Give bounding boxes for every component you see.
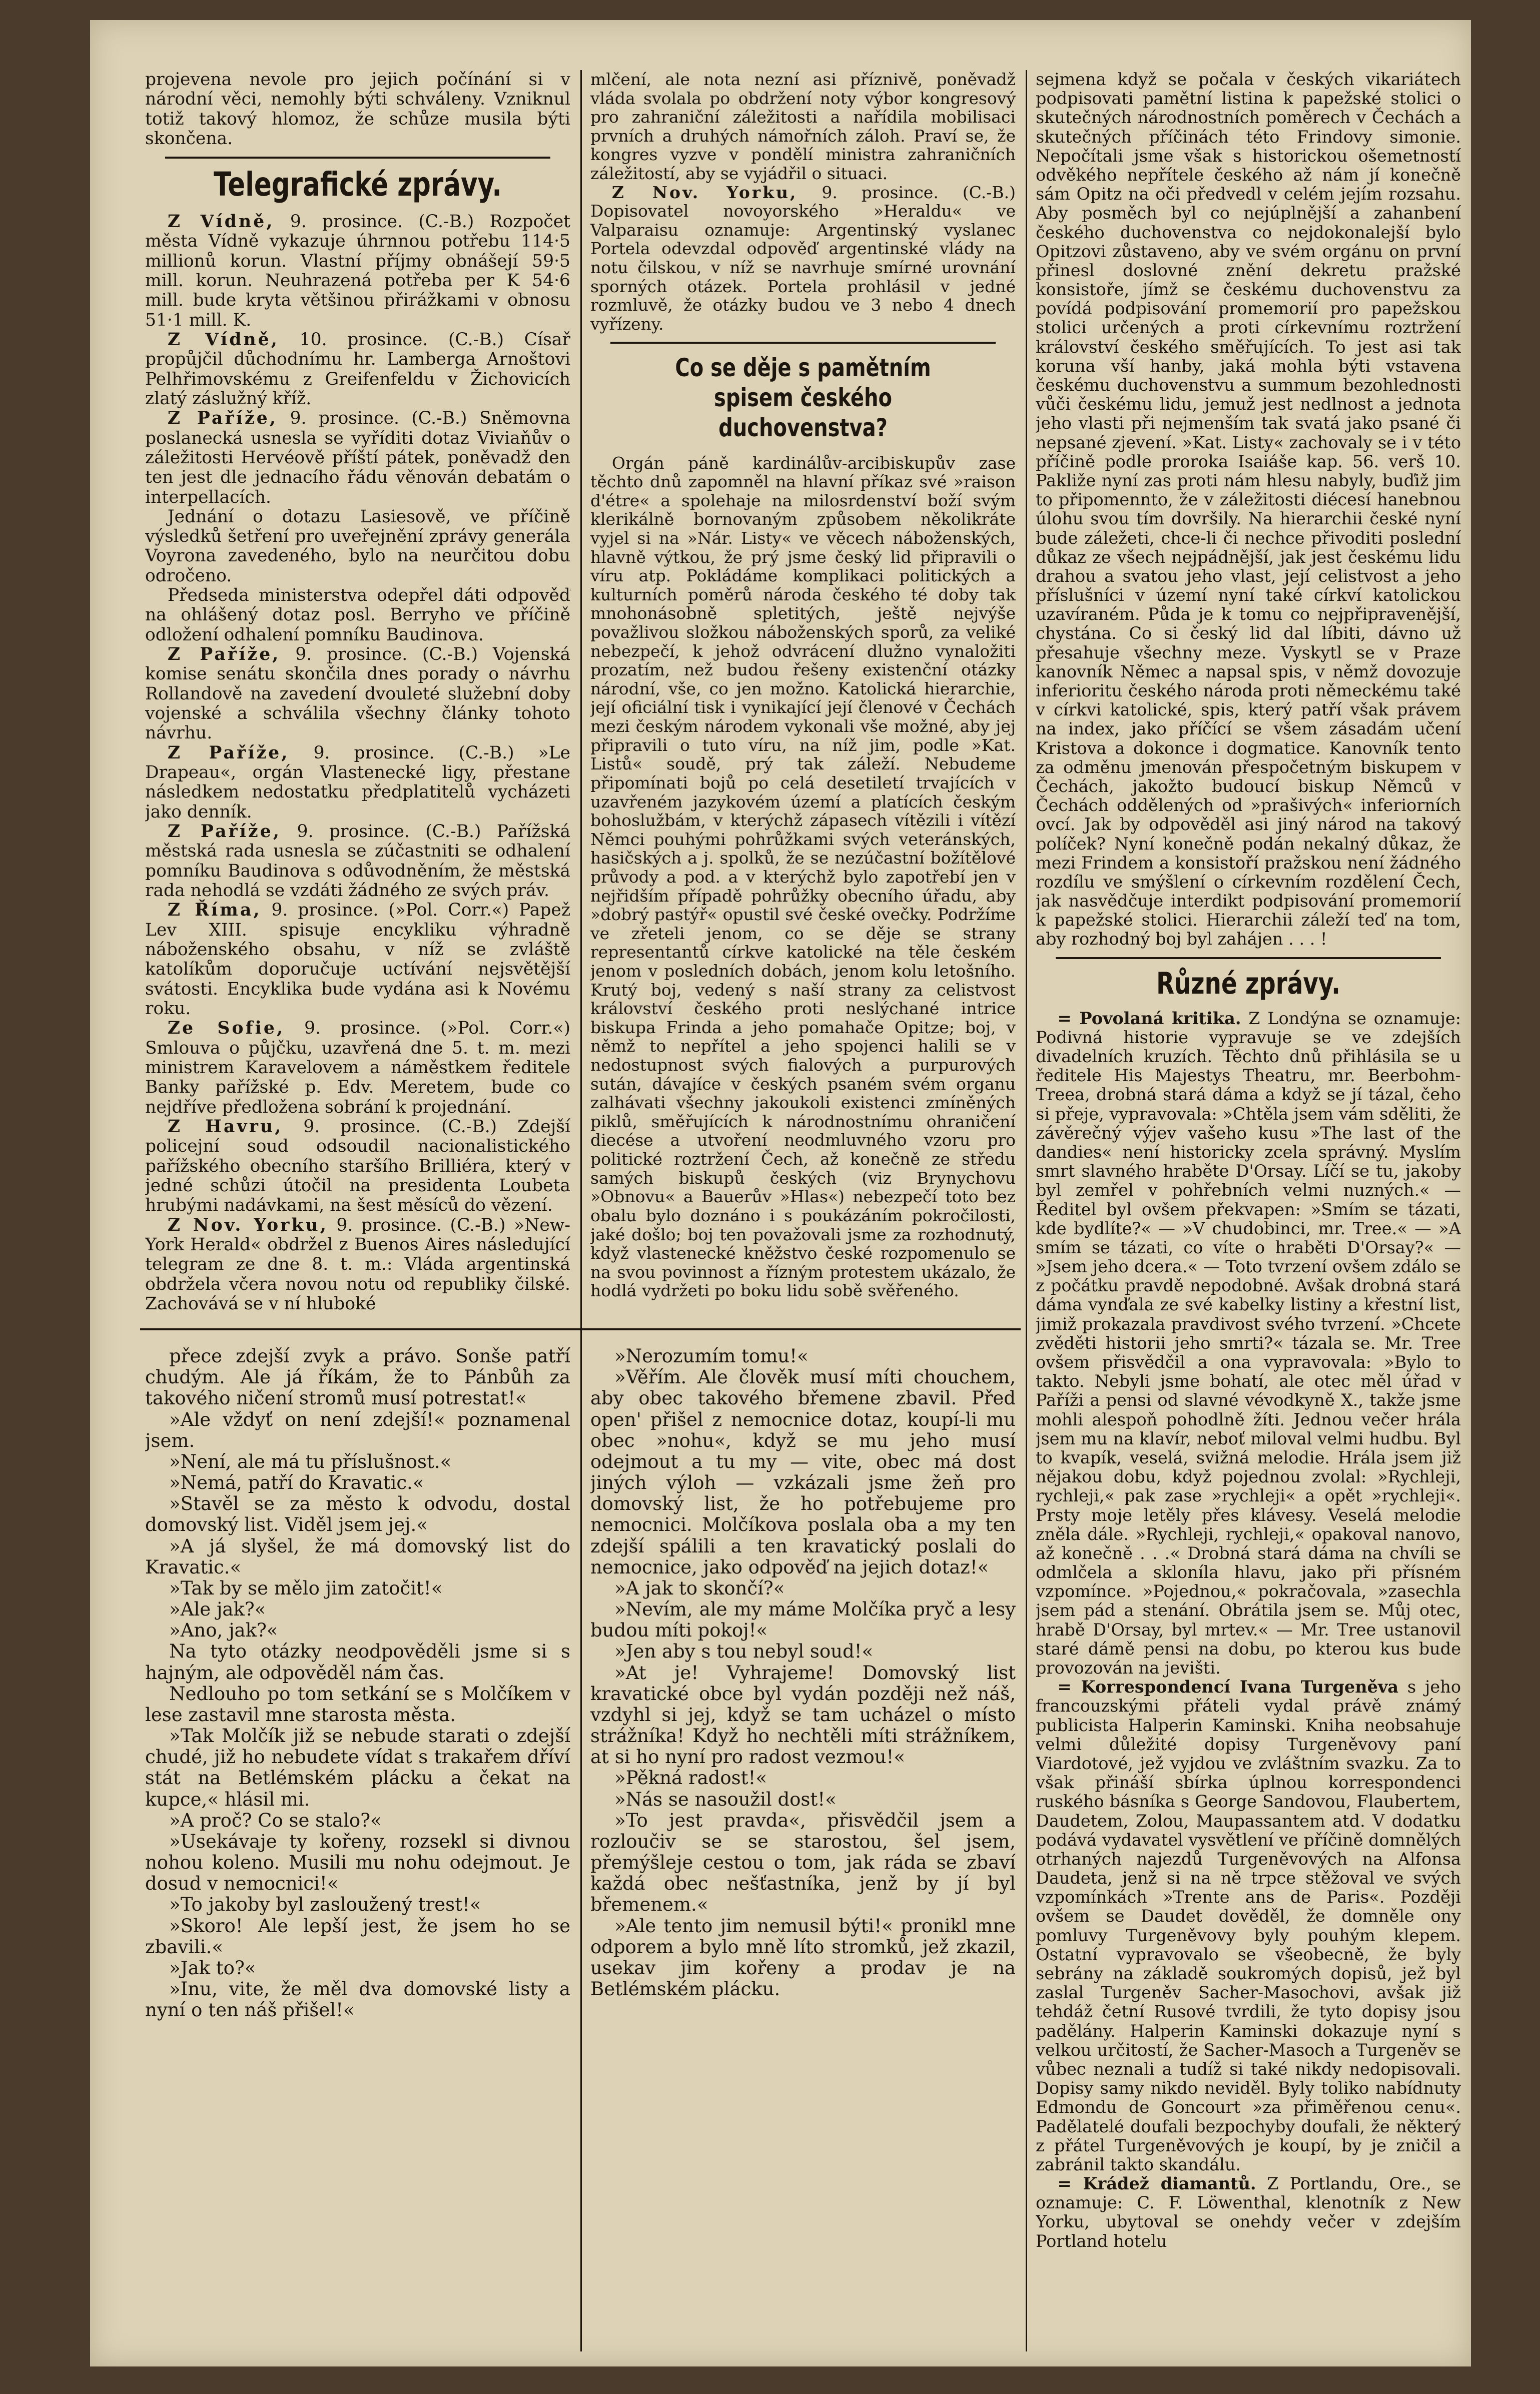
- column-rule: [1026, 70, 1027, 2351]
- column-intro: projevena nevole pro jejich počínání si v národní věci, nemohly býti schváleny. Vzniknul totiž takový hlomoz, že schůze musila býti skončena.: [145, 70, 570, 149]
- feuilleton-paragraph: »Není, ale má tu příslušnost.«: [169, 1450, 452, 1472]
- telegram-text: 9. prosince. (»Pol. Corr.«) Papež Lev XIII. spisuje encykliku výhradně náboženského obsahu, v níž se zvláště katolíkům doporučuje uctívání nejsvětější svátosti. Encyklika bude vydána asi k Novému roku.: [145, 900, 570, 1019]
- telegram-text: 9. prosince. (C.-B.) Zdejší policejní soud odsoudil nacionalistického pařížského obecního staršího Brilliéra, který v jedné schůzi útočil na presidenta Loubeta hrubými nadávkami, na šest měsíců do vězení.: [145, 1117, 570, 1216]
- feuilleton-paragraph: přece zdejší zvyk a právo. Sonše patří chudým. Ale já říkám, že to Pánbůh za takového ničení stromů musí potrestat!«: [145, 1346, 570, 1409]
- telegram-place: Z Paříže,: [167, 644, 281, 665]
- news-title: = Korrespondencí Ivana Turgeněva: [1057, 1677, 1399, 1697]
- telegram-item: [145, 330, 570, 409]
- feuilleton-paragraph: »Tak Molčík již se nebude starati o zdejší chudé, již ho nebudete vídat s trakařem dříví stát na Betlémském plácku a čekat na kupce,« hlásil mi.: [145, 1725, 570, 1810]
- divider: [165, 157, 550, 159]
- telegram-text: 9. prosince. (C.-B.) »New-York Herald« obdržel z Buenos Aires následující telegram ze dne 8. t. m.: Vláda argentinská obdržela včera novou notu od republiky čilské. Zachovává se v ní hluboké: [145, 1215, 570, 1314]
- feuilleton-paragraph: Nedlouho po tom setkání se s Molčíkem v lese zastavil mne starosta města.: [145, 1683, 570, 1726]
- feuilleton-paragraph: »To jest pravda«, přisvědčil jsem a rozloučiv se se starostou, šel jsem, přemýšleje cestou o tom, jak ráda se zbaví každá obec nešťastníka, jenž by jí byl břemenem.«: [590, 1809, 1016, 1916]
- telegram-text: 10. prosince. (C.-B.) Císař propůjčil důchodnímu hr. Lamberga Arnoštovi Pelhřimovskému z Greifenfeldu v Žichovicích zlatý záslužný kříž.: [145, 329, 570, 409]
- telegram-place: Z Říma,: [167, 900, 262, 921]
- telegram-continuation: mlčení, ale nota nezní asi příznivě, poněvadž vláda svolala po obdržení noty výbor kongresový pro zahraniční záležitosti a nařídila mobilisaci prvních a druhých námořních záloh. Praví se, že kongres vyzve v pondělí ministra zahraničních záležitostí, aby se vyjádřil o situaci.: [590, 70, 1016, 184]
- news-item: [1036, 1678, 1461, 2174]
- feuilleton-paragraph: »Věřím. Ale člověk musí míti chouchem, aby obec takového břemene zbavil. Před open' přišel z nemocnice dotaz, koupí-li mu obec »nohu«, když se mu jeho musí odejmout a tu my — vite, obec má dost jiných výloh — vzkázali jsme žeň pro domovský list, že ho potřebujeme pro nemocnici. Molčíkova poslala oba a my ten zdejší spálili a ten kravatický poslali do nemocnice, jako odpověď na jejich dotaz!«: [590, 1366, 1016, 1578]
- news-text: Z Londýna se oznamuje: Podivná historie vypravuje se ve zdejších divadelních kruzích. Těchto dnů přihlásila se u ředitele His Majestys Theatru, mr. Beerbohm-Treea, drobná stará dáma a když se jí tázal, čeho si přeje, vypravovala: »Chtěla jsem vám sděliti, že závěrečný výjev vašeho kusu »The last of the dandies« není historicky zcela správný. Myslím smrt slavného hraběte D'Orsay. Líčí se tu, jakoby byl zemřel v pohřebních velmi nuzných.« — Ředitel byl ovšem překvapen: »Smím se tázati, kde bydlíte?« — »V chudobinci, mr. Tree.« — »A smím se tázati, co víte o hraběti D'Orsay?« — »Jsem jeho dcera.« — Toto tvrzení ovšem zdálo se z počátku pravdě nepodobné. Avšak drobná stará dáma vynďala ze své kabelky listiny a křestní list, jimiž prokazala pravdivost svého tvrzení. »Chcete zvěděti historii jeho smrti?« tázala se. Mr. Tree ovšem přisvědčil a ona vypravovala: »Bylo to takto. Nebyli jsme bohatí, ale otec měl úřad v Paříži a pensi od slavné vévodkyně X., takže jsme mohli alespoň pohodlně žíti. Jednou večer hrála jsem mu na klavír, neboť miloval velmi hudbu. Byl to kvapík, veselá, svižná melodie. Hrála jsem již nějakou dobu, když pojednou zvolal: »Rychleji, rychleji,« pak zase »rychleji« a opět »rychleji«. Prsty moje letěly přes klávesy. Veselá melodie zněla dále. »Rychleji, rychleji,« opakoval nanovo, až konečně . . .« Drobná stará dáma na chvíli se odmlčela a skloníla hlavu, jako při přísném vzpomínce. »Pojednou,« pokračovala, »zasechla jsem pád a stenání. Obrátila jsem se. Můj otec, hrabě D'Orsay, byl mrtev.« — Mr. Tree ustanovil staré dámě pensi na dobu, po kterou kus bude provozován na jevišti.: [1036, 1008, 1461, 1678]
- column-right: [1036, 70, 1461, 2351]
- telegram-text: 9. prosince. (»Pol. Corr.«) Smlouva o půjčku, uzavřená dne 5. t. m. mezi ministrem Karavelovem a náměstkem ředitele Banky pařížské p. Edv. Meretem, bude co nejdříve předložena sobrání k projednání.: [145, 1018, 570, 1117]
- feuilleton-paragraph: »A proč? Co se stalo?«: [169, 1809, 382, 1831]
- article-body: Orgán páně kardinálův-arcibiskupův zase těchto dnů zapomněl na hlavní příkaz své »raison d'étre« a spolehaje na milosrdenství boží svým klerikálně bornovaným způsobem několikráte vyjel si na »Nár. Listy« ve věcech náboženských, hlavně výtkou, že prý jsme český lid připravili o víru atp. Pokládáme komplikaci politických a kulturních poměrů národa českého té doby tak mnohonásobně spletitých, ještě nejvýše považlivou složkou náboženských sporů, za veliké nebezpečí, k jehož odvrácení dlužno vynaložiti prozatím, než budou řešeny existenční otázky národní, vše, co jen možno. Katolická hierarchie, její oficiální tisk i vynikající její členové v Čechách mezi českým národem vykonali vše možné, aby jej připravili o tuto víru, na níž jim, podle »Kat. Listů« soudě, prý tak záleží. Nebudeme připomínati bojů po celá desetiletí trvajících v uzavřeném jazykovém území a platících českým bohoslužbám, v kterýchž zápasech vítězili i vítězí Němci pouhými pohrůžkami svých veteránských, hasičských a j. spolků, že se nezúčastní božítělové průvody a pod. a v kterýchž bylo zapotřebí jen v nejřidším případě pohrůžky obecního úřadu, aby »dobrý pastýř« opustil své české ovečky. Podržíme ve zřeteli jenom, co se děje se strany representantů církve katolické na těle českém jenom v posledních dobách, jenom kolu letošního. Krutý boj, vedený s naší strany za celistvost království českého proti neslýchané intrice biskupa Frinda a jeho pomahače Opitze; boj, v němž to nepřítel a jeho spojenci halili se v nedostupnost svých fialových a purpurových sután, dávajíce v českých psaném svém organu zalhávati všechny jakoukoli existenci zmíněných piklů, směřujících k národnostnímu ohraničení diecése a utvoření neodmluvného vzoru pro politické roztržení Čech, až konečně ze středu samých biskupů českých (viz Brynychovu »Obnovu« a Bauerův »Hlas«) nebezpečí toto bez obalu bylo doznáno i s poukázáním pokročilosti, jaké došlo; boj ten považovali jsme za rozhodnutý, když vlastenecké kněžstvo české rozpomenulo se na svou povinnost a řízným protestem ukázalo, že hodlá vydržeti po boku lidu sobě svěřeného.: [590, 453, 1016, 1301]
- feuilleton-paragraph: »Tak by se mělo jim zatočit!«: [169, 1577, 443, 1599]
- news-title: = Krádež diamantů.: [1057, 2174, 1256, 2194]
- feuilleton-paragraph: »Ano, jak?«: [169, 1620, 278, 1642]
- telegram-item: [145, 1019, 570, 1117]
- telegram-text: 9. prosince. (C.-B.) Sněmovna poslanecká usnesla se vyříditi dotaz Viviaňův o záležitosti Hervéově příští pátek, poněvadž den ten jest dle jednacího řádu věnován debatám o interpellacích.: [145, 408, 570, 507]
- telegram-place: Z Paříže,: [167, 742, 290, 763]
- feuilleton-paragraph: »Usekávaje ty kořeny, rozsekl si divnou nohou koleno. Musili mu nohu odejmout. Je dosud v nemocnici!«: [145, 1830, 570, 1895]
- telegram-place: Z Nov. Yorku,: [611, 182, 798, 202]
- telegrams-heading: Telegrafické zprávy.: [213, 165, 502, 204]
- telegram-item: [145, 822, 570, 901]
- feuilleton-paragraph: »Skoro! Ale lepší jest, že jsem ho se zbavili.«: [145, 1915, 570, 1958]
- telegram-item: [145, 507, 570, 586]
- telegram-text: 9. prosince. (C.-B.) »Le Drapeau«, orgán Vlastenecké ligy, přestane následkem nedostatku předplatitelů vycházeti jako denník.: [145, 742, 570, 822]
- news-list: [1036, 1009, 1461, 2251]
- telegram-place: Z Vídně,: [167, 329, 279, 350]
- feuilleton-paragraph: »Inu, vite, že měl dva domovské listy a nyní o ten náš přišel!«: [145, 1978, 570, 2021]
- feuilleton-paragraph: »Ale jak?«: [169, 1599, 266, 1621]
- telegram-list: [145, 212, 570, 1314]
- telegram-place: Z Nov. Yorku,: [167, 1215, 328, 1235]
- telegram-item: [145, 743, 570, 822]
- telegram-item: [145, 1117, 570, 1216]
- feuilleton-paragraph: »At je! Vyhrajeme! Domovský list kravatické obce byl vydán později než náš, vzdyhl si jej, když se tam ucházel o místo strážníka! Když ho nechtěli míti strážníkem, at si ho nyní pro radost vezmou!«: [590, 1662, 1016, 1768]
- feuilleton-paragraph: Na tyto otázky neodpověděli jsme si s hajným, ale odpověděl nám čas.: [145, 1641, 570, 1684]
- news-heading: Různé zprávy.: [1156, 966, 1340, 1001]
- feuilleton-paragraph: »Nerozumím tomu!«: [614, 1346, 809, 1367]
- telegram-place: Z Vídně,: [167, 211, 275, 232]
- feuilleton-column-right: [590, 1346, 1016, 2351]
- telegram-item: [145, 645, 570, 743]
- feuilleton-paragraph: »Jak to?«: [169, 1957, 256, 1979]
- telegram-item: [145, 409, 570, 507]
- news-text: Z Portlandu, Ore., se oznamuje: C. F. Löwenthal, klenotník z New Yorku, ubytoval se onehdy večer v zdejším Portland hotelu: [1036, 2174, 1461, 2251]
- feuilleton-paragraph: »Nás se nasoužil dost!«: [614, 1788, 837, 1810]
- telegram-item: [590, 183, 1016, 334]
- news-item: [1036, 1009, 1461, 1678]
- telegram-text: 9. prosince. (C.-B.) Vojenská komise senátu skončila dnes porady o návrhu Rollandově na zavedení dvouleté služební doby vojenské a schválila všechny články tohoto návrhu.: [145, 644, 570, 743]
- feuilleton-paragraph: »Pěkná radost!«: [614, 1767, 767, 1789]
- news-item: [1036, 2174, 1461, 2251]
- column-telegrams: [145, 70, 570, 1326]
- telegram-text: 9. prosince. (C.-B.) Pařížská městská rada usnesla se zúčastniti se odhalení pomníku Baudinova s odůvodněním, že městská rada nehodlá se vzdáti žádného ze svých práv.: [145, 822, 570, 901]
- telegram-item: [145, 901, 570, 1019]
- feuilleton-paragraph: »Nevím, ale my máme Molčíka pryč a lesy budou míti pokoj!«: [590, 1599, 1016, 1642]
- news-text: s jeho francouzskými přáteli vydal právě známý publicista Halperin Kaminski. Kniha neobsahuje velmi důležité dopisy Turgeněvovy paní Viardotové, jež vyjdou ve zvláštním svazku. Za to však přináší sbírka úplnou korrespondenci ruského básníka s George Sandovou, Flaubertem, Daudetem, Zolou, Maupassantem atd. V dodatku podává vydavatel vysvětlení ve příčině domnělých otrhaných najezdů Turgeněvových na Alfonsa Daudeta, jenž si na ně trpce stěžoval ve svých vzpomínkách »Trente ans de Paris«. Později ovšem se Daudet dověděl, že domněle ony pomluvy Turgeněvovy byly pouhým klepem. Ostatní vypravovalo se všeobecně, že byly sebrány na základě soukromých dopisů, jež byl zaslal Turgeněv Sacher-Masochovi, avšak již tehdáž četní Rusové tvrdili, že tyto dopisy jsou padělány. Halperin Kaminski dokazuje nyní s velkou určitostí, že Sacher-Masoch a Turgeněv se vůbec neznali a tudíž si také nikdy nedopisovali. Dopisy samy nikdo neviděl. Byly toliko nabídnuty Edmondu de Goncourt »za přiměřenou cenu«. Padělatelé doufali bezpochyby doufali, že některý z přátel Turgeněvových je koupí, by je zničil a zabránil takto skandálu.: [1036, 1677, 1461, 2174]
- telegram-text: Jednání o dotazu Lasiesově, ve příčině výsledků šetření pro uveřejnění zprávy generála Voyrona zavedeného, bylo na neurčitou dobu odročeno.: [145, 506, 570, 586]
- divider: [610, 342, 996, 344]
- telegram-place: Ze Sofie,: [167, 1018, 285, 1039]
- feuilleton-column-left: [145, 1346, 570, 2351]
- telegram-text: 9. prosince. (C.-B.) Dopisovatel novoyorského »Heraldu« ve Valparaisu oznamuje: Argentinský vyslanec Portela odevzdal odpověď argentinské vlády na notu čilskou, v níž se navrhuje smírné urovnání sporných otázek. Portela prohlásil v jedné rozmluvě, že otázky budou ve 3 nebo 4 dnech vyřízeny.: [590, 182, 1016, 334]
- newspaper-page: [90, 20, 1471, 2366]
- telegram-item: [145, 212, 570, 330]
- telegram-place: Z Paříže,: [167, 408, 278, 429]
- feuilleton-paragraph: »A já slyšel, že má domovský list do Kravatic.«: [145, 1535, 570, 1578]
- telegram-item: [145, 586, 570, 645]
- column-middle: [590, 70, 1016, 1326]
- feuilleton-paragraph: »Jen aby s tou nebyl soud!«: [614, 1641, 874, 1663]
- feuilleton-paragraph: »Stavěl se za město k odvodu, dostal domovský list. Viděl jsem jej.«: [145, 1493, 570, 1536]
- feuilleton-paragraph: »A jak to skončí?«: [614, 1577, 785, 1599]
- feuilleton-paragraph: »Ale tento jim nemusil býti!« pronikl mne odporem a bylo mně líto stromků, jež zkazil, usekav jim kořeny a prodav je na Betlémském plácku.: [590, 1915, 1016, 2000]
- telegram-item: [145, 1216, 570, 1314]
- divider: [1056, 957, 1441, 959]
- telegram-text: Předseda ministerstva odepřel dáti odpověď na ohlášený dotaz posl. Berryho ve příčině odložení odhalení pomníku Baudinova.: [145, 585, 570, 645]
- telegram-place: Z Havru,: [167, 1117, 283, 1137]
- news-title: = Povolaná kritika.: [1057, 1008, 1241, 1028]
- feuilleton-paragraph: »To jakoby byl zasloužený trest!«: [169, 1894, 481, 1916]
- article-continuation: sejmena když se počala v českých vikariátech podpisovati pamětní listina k papežské stolici o skutečných národnostních poměrech v Čechách a skutečných příčinách této Frindovy simonie. Nepočítali jsme však s historickou ošemetností odvěkého nepřítele českého až nám jí konečně sám Opitz na oči předvedl v celém jejím rozsahu. Aby posměch byl co nejúplnější a zahanbení českého duchovenstva co nejdokonalejší bylo Opitzovi zůstaveno, aby ve svém orgánu on první přinesl doslovné znění dekretu pražské konsistoře, jímž se českému duchovenstvu za povídá podpisování promemorií pro papežskou stolici určených a proti církevnímu roztržení království českého směřujících. To jest asi tak koruna vší hanby, jaká mohla býti vstavena českému duchovenstvu a summum bezohlednosti vůči českému lidu, jemuž jest nedlnost a jednota jeho vlasti při nejmenším tak svatá jako psané či nepsané zjevení. »Kat. Listy« zachovaly se i v této příčině podle proroka Isaiáše kap. 56. verš 10. Pakliže nyní zas proti nám hlesu nabyly, buďiž jim to připomennto, že v záležitosti diécesí hanebnou úlohu svou tím dovršily. Na hierarchii české nyní bude záležeti, chce-li či nechce přivoditi poslední důkaz ze všech nejpádnější, jak jest českému lidu drahou a svatou jeho vlast, její celistvost a jeho příslušníci v území nyní také církví katolickou uzavíraném. Půda je k tomu co nejpřipravenější, chystána. Co si český lid dal líbiti, dávno už přesahuje všechny meze. Vyskytl se v Praze kanovník Němec a napsal spis, v němž dovozuje inferioritu českého národa proti německému také v církvi katolické, spis, který patří však právem na index, jako příčící se všem zásadám učení Kristova a dokonce i dogmatice. Kanovník tento za odměnu jmenován přespočetným biskupem v Čechách, jakožto budoucí biskup Němců v Čechách oddělených od »prašivých« inferiorních ovcí. Jak by odpověděl asi jiný národ na takový políček? Nyní konečně podán nekalný důkaz, že mezi Frindem a konsistoří pražskou není žádného rozdílu ve smýšlení o církevním rozdělení Čech, jak nasvědčuje interdikt podpisování promemorií k papežské stolici. Hierarchii záleží teď na tom, aby rozhodný boj byl zahájen . . . !: [1036, 70, 1461, 949]
- telegram-text: 9. prosince. (C.-B.) Rozpočet města Vídně vykazuje úhrnnou potřebu 114·5 millionů korun. Vlastní příjmy obnášejí 59·5 mill. korun. Neuhrazená potřeba per K 54·6 mill. bude kryta většinou přirážkami v obnosu 51·1 mill. K.: [145, 211, 570, 330]
- feuilleton-paragraph: »Nemá, patří do Kravatic.«: [169, 1472, 424, 1494]
- telegram-place: Z Paříže,: [167, 822, 282, 842]
- column-rule: [580, 70, 582, 2351]
- feuilleton-paragraph: »Ale vždyť on není zdejší!« poznamenal jsem.: [145, 1408, 570, 1451]
- article-heading: Co se děje s pamětním spisem českého duchovenstva?: [675, 353, 931, 442]
